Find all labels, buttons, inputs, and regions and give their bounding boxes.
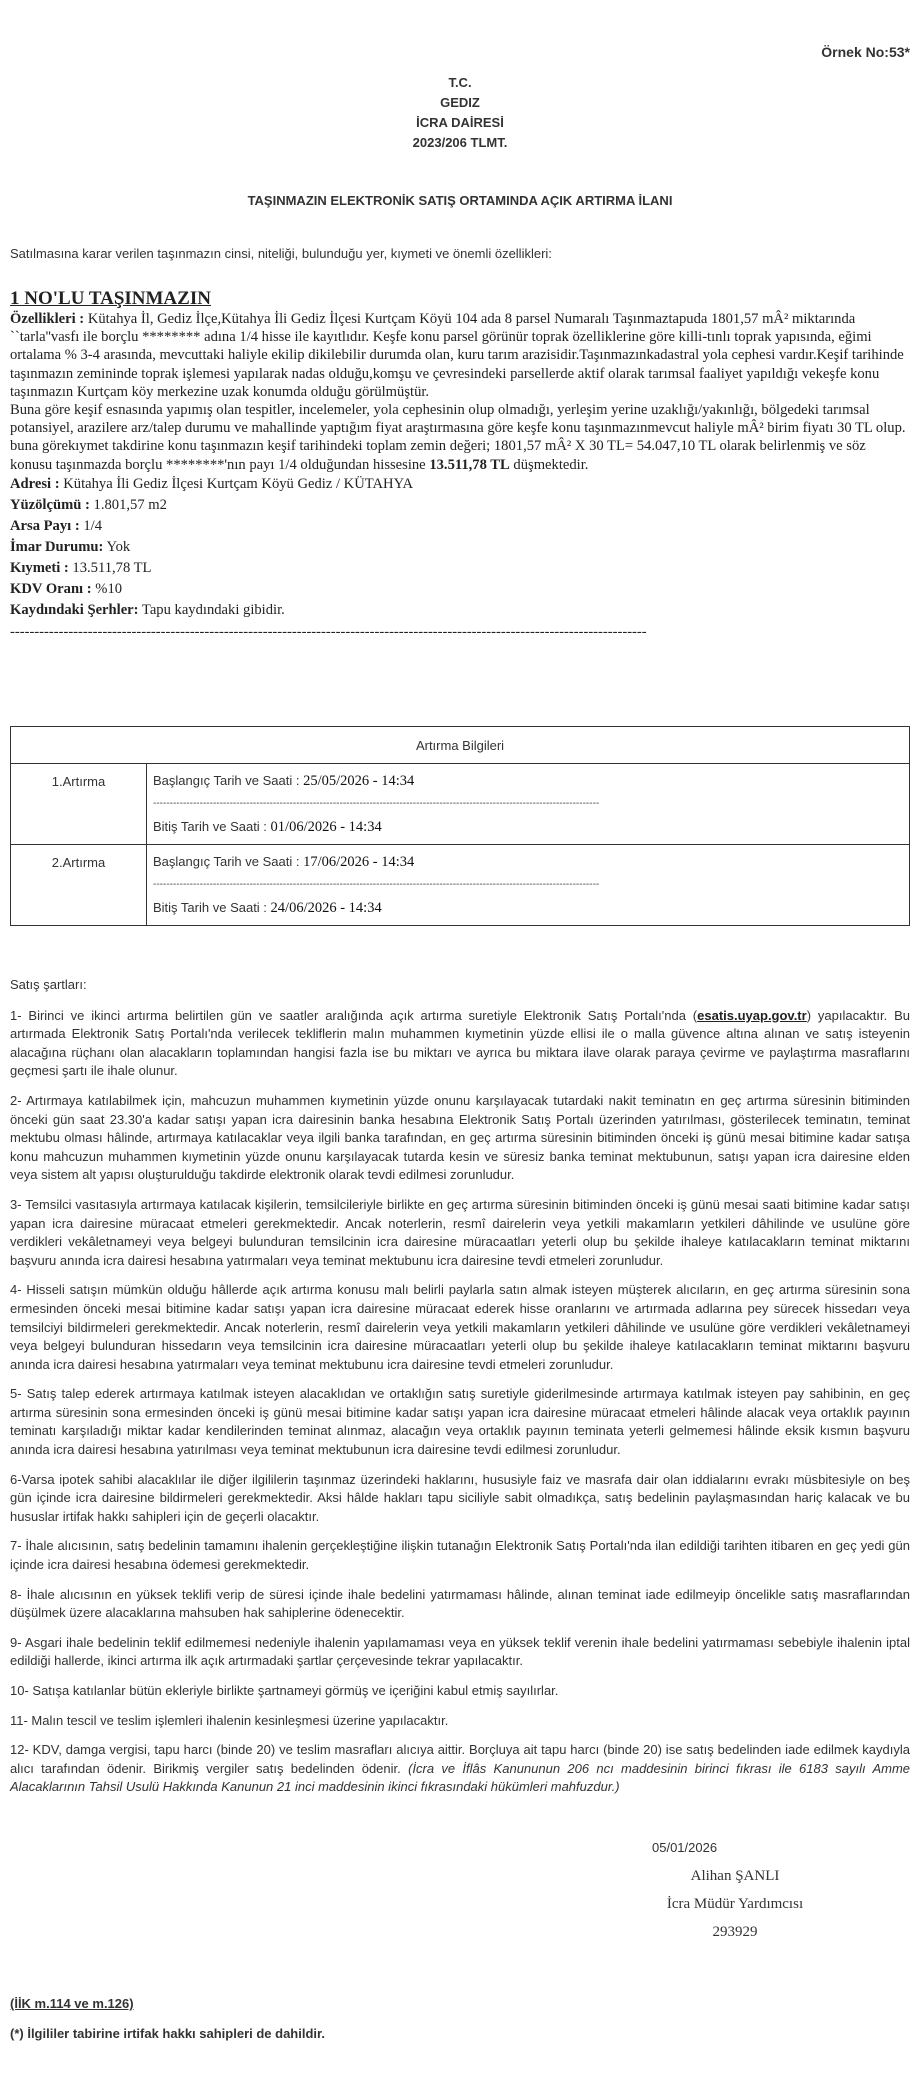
intro-text: Satılmasına karar verilen taşınmazın cinsi, niteliği, bulunduğu yer, kıymeti ve önemli özellikleri: [10,246,552,261]
field-label: İmar Durumu: [10,538,104,555]
header-file-number: 2023/206 TLMT. [412,135,508,150]
auction-round-label: 1.Artırma [11,764,147,845]
header-city: GEDIZ [440,95,480,110]
header-country: T.C. [448,75,472,90]
condition-3: 3- Temsilci vasıtasıyla artırmaya katılacak kişilerin, temsilcileriyle birlikte en geç artırma süresinin bitiminden önceki iş günü mesai saati bitimine kadar satışı yapan icra dairesine müracaat etmeleri gerekmektedir. Ancak noterlerin, resmî dairelerin veya yetkili makamların yetkileri dâhilinde ve usulüne göre verdikleri vekâletnameyi veya belgeyi bulunduran temsilcinin icra dairesine müracaatları yeterli olup bu şekilde ihaleye katılacakların teminat miktarını başvuru anında icra dairesi hesabına yatırmaları veya teminat mektubunu icra dairesine tevdi etmeleri zorunludur. [10,1196,910,1268]
field-annotations [10,600,908,621]
footer-note: (*) İlgililer tabirine irtifak hakkı sahipleri de dahildir. [10,2026,325,2041]
auction-table-header-row [11,727,910,764]
start-label: Başlangıç Tarih ve Saati : [153,854,300,869]
condition-2: 2- Artırmaya katılabilmek için, mahcuzun muhammen kıymetinin yüzde onunu karşılayacak tutardaki nakit teminatın en geç artırma süresinin bitiminden önceki gün saat 23.30'a kadar satışı yapan icra dairesinin banka hesabına Elektronik Satış Portalı üzerinden yatırılması, gösterilecek teminatın, teminat mektubu olması hâlinde, artırmaya katılacaklar veya ilgili banka tarafından, en geç artırma süresinin bitiminden önceki iş günü mesai bitimine kadar satışa konu mahcuzun muhammen kıymetinin yüzde onunu karşılayacak tutarda kesin ve süresiz banka teminat mektubunun, satışı yapan icra dairesine elden veya sistem alt yapısı oluşturulduğu takdirde elektronik olarak tevdi edilmesi zorunludur. [10,1092,910,1183]
header-office: İCRA DAİRESİ [416,115,504,130]
field-label: Arsa Payı : [10,517,80,534]
features-text: Kütahya İl, Gediz İlçe,Kütahya İli Gediz İlçesi Kurtçam Köyü 104 ada 8 parsel Numaralı Taşınmaztapuda 1801,57 mÂ² miktarında ``tarla''vasfı ile borçlu ******** adına 1/4 hisse ile kayıtlıdır. Keşfe konu parsel görünür toprak özelliklerine göre killi-tınlı toprak yapısında, eğimi ortalama % 3-4 arasında, mevcuttaki haliyle ekilip dikilebilir durumda olan, kuru tarım arazisidir.Taşınmazınkadastral yola cephesi vardır.Keşif tarihinde taşınmazın zemininde toprak işlemesi yapılarak nadas olduğu,komşu ve çevresindeki parsellerde aktif olarak tarımsal faaliyet yapıldığı vekeşfe konu taşınmazın Kurtçam köy merkezine uzak konumda olduğu görülmüştür. [10,311,904,400]
field-address [10,474,908,495]
signature-block [650,1840,850,1952]
condition-12 [10,1741,910,1797]
auction-table-title: Artırma Bilgileri [11,727,910,764]
share-value: 13.511,78 TL [429,456,510,473]
end-datetime: 01/06/2026 - 14:34 [270,819,382,835]
field-zoning [10,537,908,558]
field-vat-rate [10,579,908,600]
start-datetime: 25/05/2026 - 14:34 [303,773,415,789]
auction-round-times [147,845,910,926]
sale-conditions [10,976,910,1808]
end-label: Bitiş Tarih ve Saati : [153,819,267,834]
law-reference: (İİK m.114 ve m.126) [10,1996,134,2011]
auction-row-separator: -------------------------------------------------------------------------------------------------------------------------------------- [153,879,600,890]
start-label: Başlangıç Tarih ve Saati : [153,773,300,788]
auction-row-separator: -------------------------------------------------------------------------------------------------------------------------------------- [153,798,600,809]
field-label: Kıymeti : [10,559,69,576]
field-value: 1/4 [83,517,103,534]
start-datetime: 17/06/2026 - 14:34 [303,854,415,870]
signature-name: Alihan ŞANLI [690,1868,780,1884]
property-features [10,310,908,401]
notice-title: TAŞINMAZIN ELEKTRONİK SATIŞ ORTAMINDA AÇIK ARTIRMA İLANI [247,193,673,208]
conditions-heading: Satış şartları: [10,977,87,992]
footer [10,1989,325,2049]
auction-table [10,726,910,926]
condition-7: 7- İhale alıcısının, satış bedelinin tamamını ihalenin gerçekleştiğine ilişkin tutanağın Elektronik Satış Portalı'nda ilan edildiği tarihten itibaren en geç yedi gün içinde icra dairesi hesabına ödemesi gerekmektedir. [10,1538,910,1573]
field-label: KDV Oranı : [10,580,92,597]
features-label: Özellikleri : [10,311,85,327]
auction-start [153,764,903,798]
condition-12-note: (İcra ve İflâs Kanununun 206 ncı maddesinin birinci fıkrası ile 6183 sayılı Amme Alacaklarının Tahsil Usulü Hakkında Kanunun 21 inci maddesinin ikinci fıkrasındaki hükümleri mahfuzdur.) [10,1760,910,1795]
condition-4: 4- Hisseli satışın mümkün olduğu hâllerde açık artırma konusu malı belirli paylarla satın almak isteyen müşterek alıcıların, en geç artırma süresinin sona ermesinden önceki mesai bitimine kadar satışı yapan icra dairesine müracaat ederek hisse oranlarını ve artırmada adlarına pey sürecek hissedarı veya temsilciyi bildirmeleri gerekmektedir. Ancak noterlerin, resmî dairelerin veya yetkili makamların yetkileri dâhilinde ve usulüne göre verdikleri vekâletnameyi veya belgeyi bulunduran hissedarın veya temsilcinin icra dairesine müracaatları yeterli olup bu şekilde ihaleye katılacakların teminat miktarını başvuru anında icra dairesi hesabına yatırmaları veya teminat mektubunu icra dairesine tevdi etmeleri zorunludur. [10,1282,910,1372]
field-value: Tapu kaydındaki gibidir. [141,601,285,618]
condition-8: 8- İhale alıcısının en yüksek teklifi verip de süresi içinde ihale bedelini yatırmaması hâlinde, alınan teminat iade edilmeyip öncelikle satış masraflarından düşülmek üzere alacaklarına mahsuben hak sahiplerine ödenecektir. [10,1586,910,1621]
condition-1-post: ) yapılacaktır. Bu artırmada Elektronik Satış Portalı'nda verilecek tekliflerin malın muhammen kıymetinin yüzde ellisi ile o malla güvence altına alınan ve satış isteyenin alacağına rüçhanı olan alacakların toplamından hangisi fazla ise bu miktarı ve ayrıca bu miktara ilave olarak paraya çevirme ve paylaştırma masraflarını geçmesi şartı ile ihale olunur. [10,1007,910,1079]
condition-6: 6-Varsa ipotek sahibi alacaklılar ile diğer ilgililerin taşınmaz üzerindeki haklarını, hususiyle faiz ve masrafa dair olan iddialarını evrakı müsbitesiyle on beş gün içinde icra dairesine bildirmeleri gerekmektedir. Aksi hâlde hakları tapu siciliyle sabit olmadıkça, satış bedelinin paylaşmasından hariç kalacak ve bu hususlar irtifak hakkı sahipleri için de geçerli olacaktır. [10,1471,910,1524]
field-area [10,495,908,516]
example-number: Örnek No:53* [821,44,910,60]
auction-row-1 [11,764,910,845]
field-value-amount [10,558,908,579]
field-value: 1.801,57 m2 [93,496,167,513]
field-value: 13.511,78 TL [72,559,152,576]
end-datetime: 24/06/2026 - 14:34 [270,900,382,916]
auction-end [153,891,903,925]
document-header [0,73,920,153]
signature-title: İcra Müdür Yardımcısı [666,1896,804,1912]
valuation-suffix: düşmektedir. [513,456,589,473]
field-value: Kütahya İli Gediz İlçesi Kurtçam Köyü Gediz / KÜTAHYA [63,475,414,492]
condition-12-text: 12- KDV, damga vergisi, tapu harcı (binde 20) ve teslim masrafları alıcıya aittir. Borçluya ait tapu harcı (binde 20) ise satış bedelinden iade edilmek kaydıyla alıcı tarafından ödenir. Birikmiş vergiler satış bedelinden ödenir. [10,1742,910,1776]
field-value: Yok [106,538,131,555]
auction-row-2 [11,845,910,926]
condition-11: 11- Malın tescil ve teslim işlemleri ihalenin kesinleşmesi üzerine yapılacaktır. [10,1712,449,1728]
property-valuation [10,401,908,474]
esatis-link[interactable]: esatis.uyap.gov.tr [697,1007,807,1023]
condition-10: 10- Satışa katılanlar bütün ekleriyle birlikte şartnameyi görmüş ve içeriğini kabul etmiş sayılırlar. [10,1683,559,1698]
property-separator: ----------------------------------------------------------------------------------------------------------------------------------- [10,623,647,640]
field-label: Adresi : [10,475,60,492]
auction-round-times [147,764,910,845]
property-title: 1 NO'LU TAŞINMAZIN [10,288,211,309]
field-value: %10 [95,580,123,597]
condition-1-pre: 1- Birinci ve ikinci artırma belirtilen gün ve saatler aralığında açık artırma suretiyle Elektronik Satış Portalı'nda ( [10,1007,698,1023]
condition-1 [10,1007,910,1081]
signature-date: 05/01/2026 [652,1840,718,1855]
valuation-text: Buna göre keşif esnasında yapımış olan tespitler, incelemeler, yola cephesinin olup olmadığı, yerleşim yerine uzaklığı/yakınlığı, bölgedeki tarımsal potansiyel, arazilere arz/talep durumu ve mahallinde yaptığım fiyat araştırmasına göre keşfe konu taşınmazınmevcut haliyle mÂ² birim fiyatı 30 TL olup. buna görekıymet takdirine konu taşınmazın keşif tarihindeki toplam zemin değeri; 1801,57 mÂ² X 30 TL= 54.047,10 TL olarak belirlenmiş ve söz konusu taşınmazda borçlu ********'nın payı 1/4 olduğundan hissesine [10,402,906,473]
field-label: Kaydındaki Şerhler: [10,601,139,618]
field-label: Yüzölçümü : [10,496,90,513]
signature-id: 293929 [712,1924,758,1940]
property-section [10,288,908,641]
auction-start [153,845,903,879]
condition-9: 9- Asgari ihale bedelinin teklif edilmemesi nedeniyle ihalenin yapılamaması veya en yüksek teklif verenin ihale bedelini yatırmaması sebebiyle ihalenin iptal edildiği hallerde, ikinci artırma ilk açık artırmadaki şartlar çerçevesinde tekrar yapılacaktır. [10,1634,910,1669]
end-label: Bitiş Tarih ve Saati : [153,900,267,915]
condition-5: 5- Satış talep ederek artırmaya katılmak isteyen alacaklıdan ve ortaklığın satış suretiyle giderilmesinde artırmaya katılmak isteyen pay sahibinin, en geç artırma süresinin sona ermesinden önceki iş günü mesai bitimine kadar satışı yapan icra dairesine müracaat etmeleri hâlinde alacak veya ortaklık payının teminatı karşıladığı miktar kadar kendilerinden teminat alınmaz, alacağın veya ortaklık payının teminata yeterli gelmemesi hâlinde eksik kısmın başvuru anında icra dairesi hesabına yatırılması veya teminat mektubunun icra dairesine tevdi edilmesi zorunludur. [10,1386,910,1458]
auction-round-label: 2.Artırma [11,845,147,926]
auction-end [153,810,903,844]
field-land-share [10,516,908,537]
